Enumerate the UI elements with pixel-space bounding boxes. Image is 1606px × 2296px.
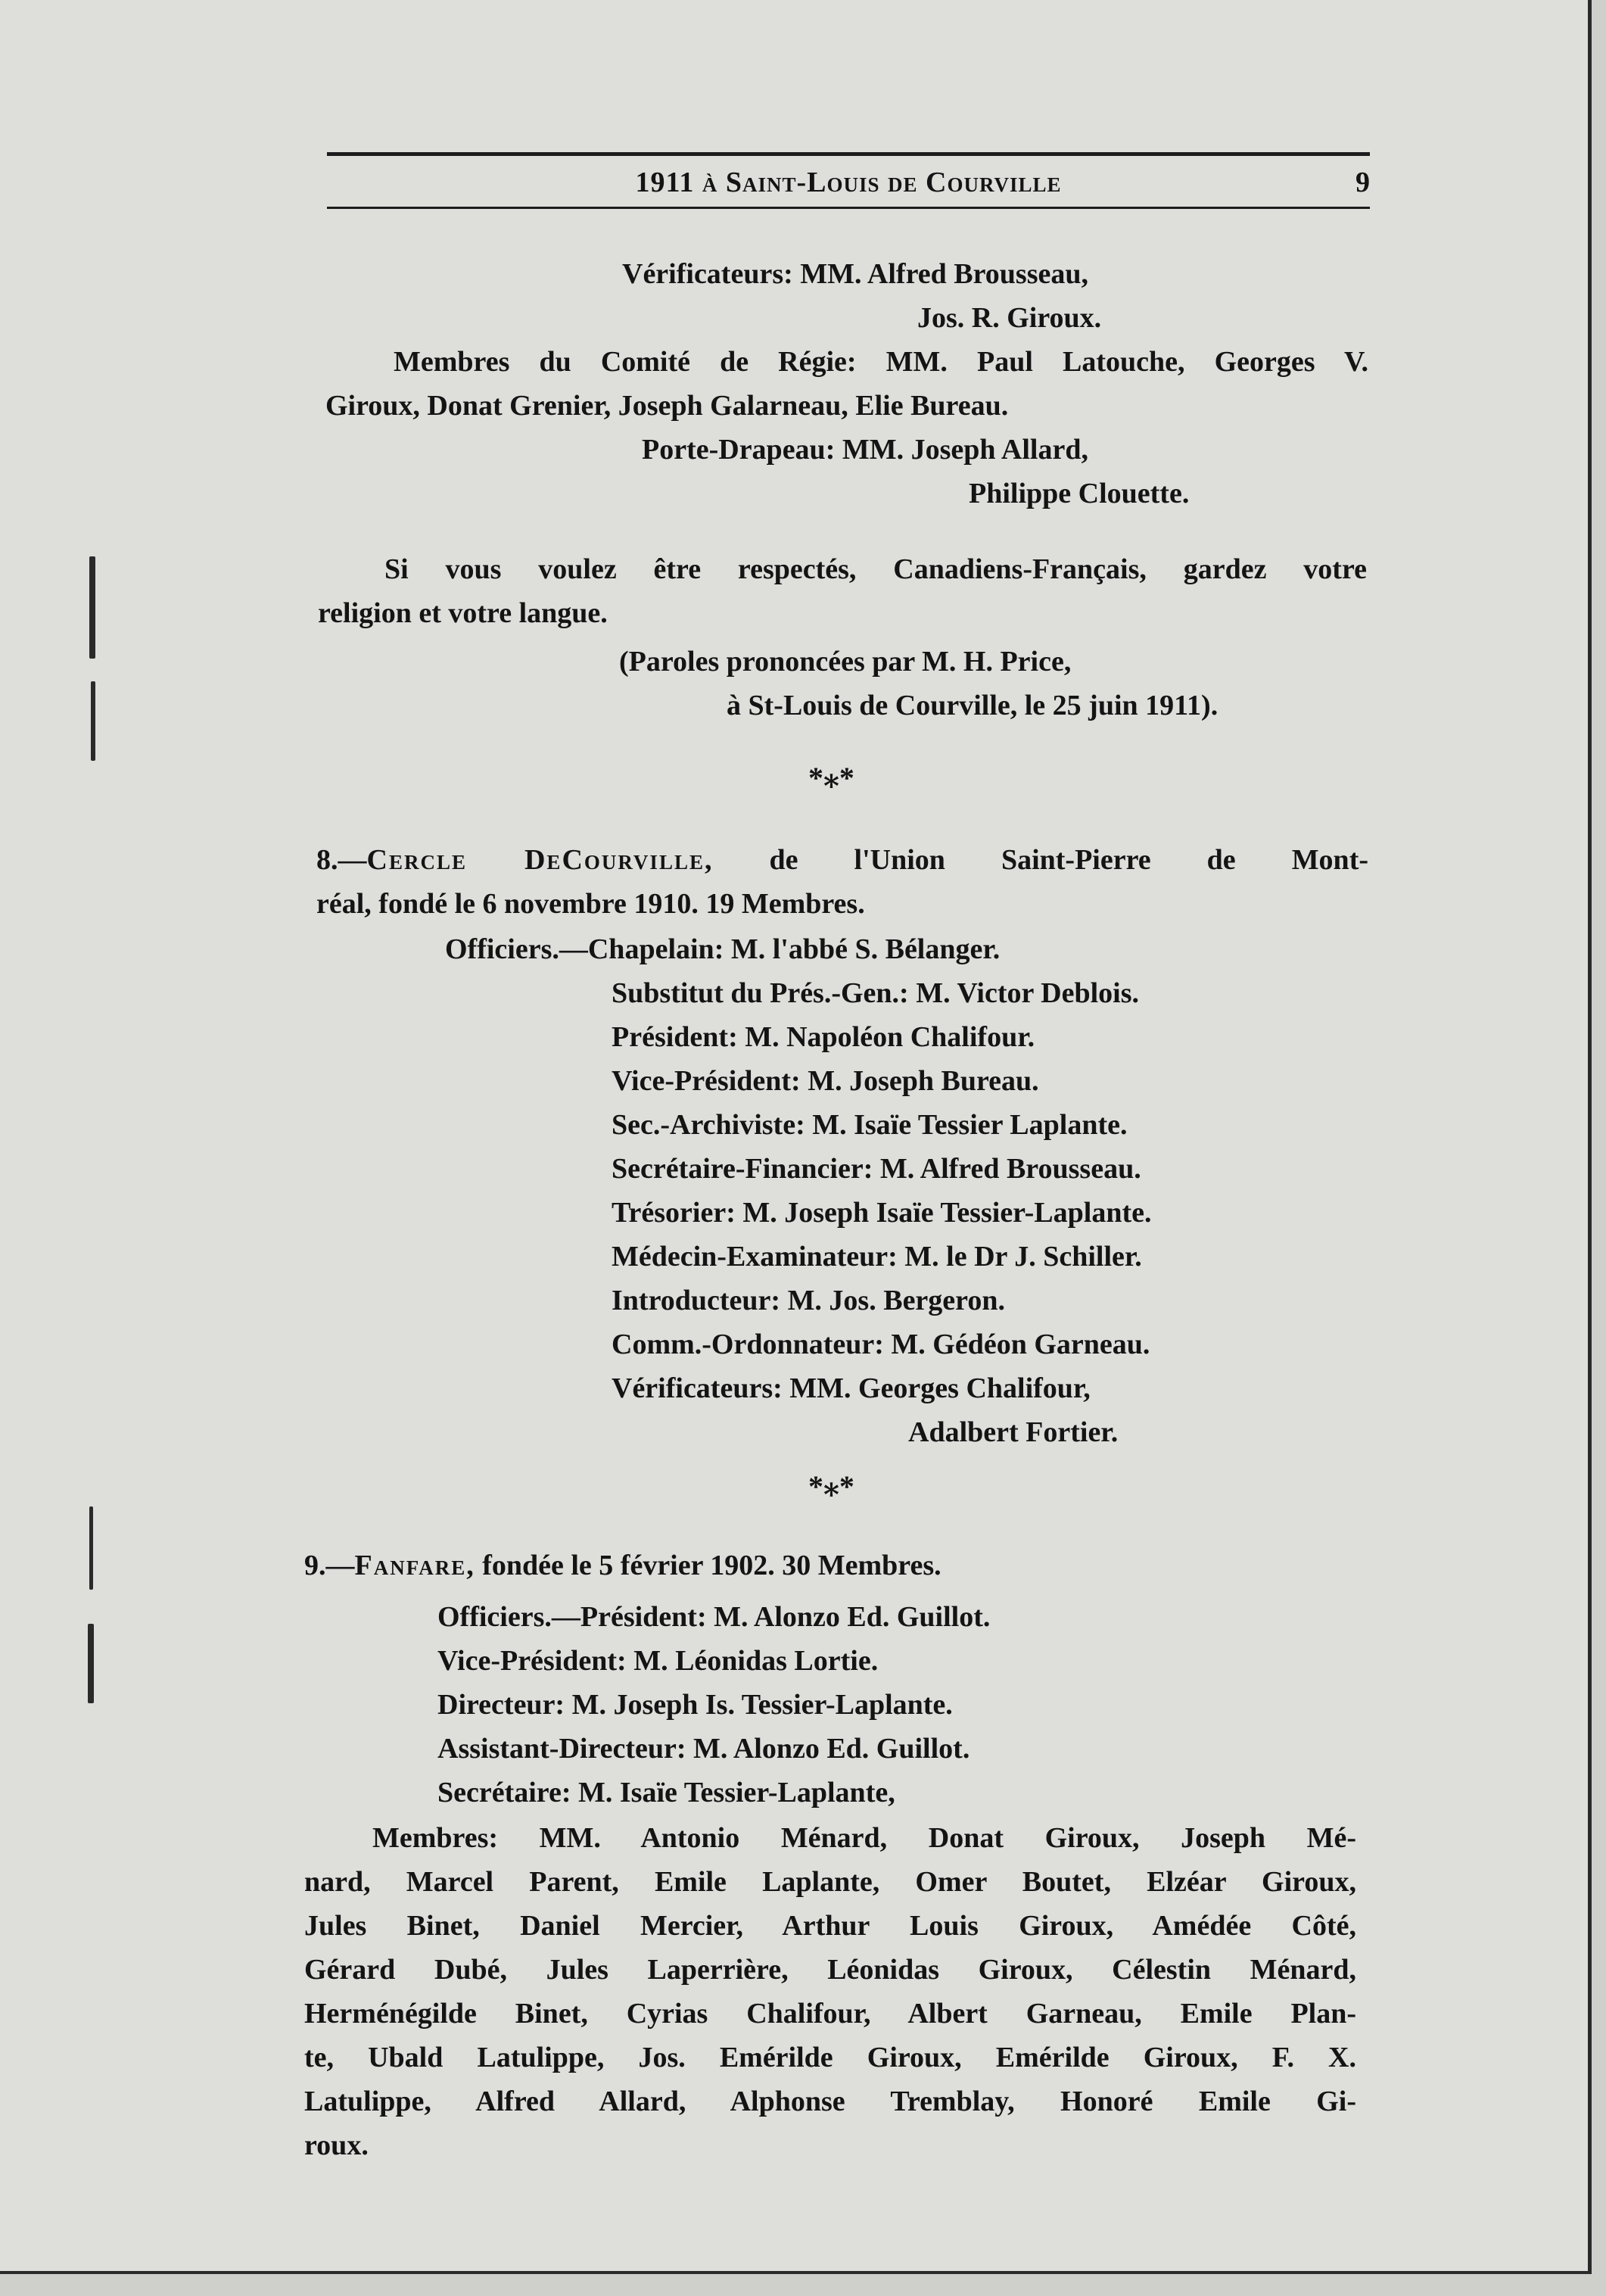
cercle-heading-rest: de l'Union Saint-Pierre de Mont- [713, 844, 1369, 876]
verificateurs-line-2: Jos. R. Giroux. [917, 302, 1102, 334]
cercle-heading [316, 840, 1368, 880]
fanfare-heading [304, 1546, 942, 1585]
cercle-officer-verificateurs: Vérificateurs: MM. Georges Chalifour, [612, 1372, 1091, 1404]
cercle-name: Cercle DeCourville, [366, 844, 714, 876]
cercle-officer-vice-president: Vice-Président: M. Joseph Bureau. [612, 1065, 1039, 1097]
fanfare-members-line: Gérard Dubé, Jules Laperrière, Léonidas Giroux, Célestin Ménard, [304, 1954, 1356, 1986]
cercle-officer-introducteur: Introducteur: M. Jos. Bergeron. [612, 1285, 1005, 1316]
fanfare-members-last-line: roux. [304, 2129, 369, 2161]
fanfare-number: 9.— [304, 1550, 355, 1581]
cercle-officer-chapelain: Officiers.—Chapelain: M. l'abbé S. Bélanger. [445, 933, 1001, 965]
cercle-officer-president: Président: M. Napoléon Chalifour. [612, 1021, 1035, 1053]
fanfare-members-line: Latulippe, Alfred Allard, Alphonse Tremblay, Honoré Emile Gi- [304, 2086, 1356, 2117]
fanfare-officer-president: Officiers.—Président: M. Alonzo Ed. Guillot. [437, 1601, 991, 1633]
fanfare-members-line: Herménégilde Binet, Cyrias Chalifour, Albert Garneau, Emile Plan- [304, 1998, 1356, 2030]
page-number: 9 [1355, 167, 1370, 198]
fanfare-members-line: nard, Marcel Parent, Emile Laplante, Omer Boutet, Elzéar Giroux, [304, 1866, 1356, 1898]
fanfare-officer-assistant: Assistant-Directeur: M. Alonzo Ed. Guillot. [437, 1733, 970, 1765]
fanfare-officer-secretaire: Secrétaire: M. Isaïe Tessier-Laplante, [437, 1777, 895, 1808]
fanfare-members-line: te, Ubald Latulippe, Jos. Emérilde Giroux, Emérilde Giroux, F. X. [304, 2042, 1356, 2073]
margin-mark [89, 556, 95, 659]
cercle-officer-tresorier: Trésorier: M. Joseph Isaïe Tessier-Laplante. [612, 1197, 1152, 1229]
quote-attribution-2: à St-Louis de Courville, le 25 juin 1911). [727, 690, 1219, 721]
asterism: *⁎* [808, 1469, 854, 1503]
quote-attribution-1: (Paroles prononcées par M. H. Price, [619, 646, 1072, 678]
fanfare-officer-directeur: Directeur: M. Joseph Is. Tessier-Laplante. [437, 1689, 953, 1721]
porte-drapeau-line: Porte-Drapeau: MM. Joseph Allard, [642, 434, 1088, 466]
fanfare-members-line: Membres: MM. Antonio Ménard, Donat Giroux, Joseph Mé- [372, 1822, 1356, 1854]
margin-mark [88, 1624, 94, 1703]
fanfare-officer-vice-president: Vice-Président: M. Léonidas Lortie. [437, 1645, 879, 1677]
header-rule-bottom [327, 207, 1370, 209]
cercle-officer-ordonnateur: Comm.-Ordonnateur: M. Gédéon Garneau. [612, 1329, 1150, 1360]
cercle-number: 8.— [316, 844, 367, 876]
fanfare-members-line: Jules Binet, Daniel Mercier, Arthur Louis Giroux, Amédée Côté, [304, 1910, 1356, 1942]
margin-mark [91, 681, 95, 761]
quote-line-1: Si vous voulez être respectés, Canadiens-Français, gardez votre [384, 553, 1367, 585]
porte-drapeau-line-2: Philippe Clouette. [969, 478, 1190, 509]
asterism: *⁎* [808, 761, 854, 795]
cercle-officer-archiviste: Sec.-Archiviste: M. Isaïe Tessier Laplante. [612, 1109, 1128, 1141]
cercle-founding-line: réal, fondé le 6 novembre 1910. 19 Membres. [316, 888, 865, 920]
running-title: 1911 à Saint-Louis de Courville [635, 167, 1062, 198]
margin-mark [89, 1506, 93, 1590]
comite-regie-line: Membres du Comité de Régie: MM. Paul Latouche, Georges V. [394, 346, 1368, 378]
comite-regie-line-2: Giroux, Donat Grenier, Joseph Galarneau, Elie Bureau. [325, 390, 1009, 422]
cercle-officer-verificateurs-2: Adalbert Fortier. [908, 1416, 1119, 1448]
fanfare-name: Fanfare, [354, 1550, 475, 1581]
verificateurs-line: Vérificateurs: MM. Alfred Brousseau, [622, 258, 1088, 290]
running-header [327, 148, 1370, 220]
cercle-officer-medecin: Médecin-Examinateur: M. le Dr J. Schiller. [612, 1241, 1142, 1273]
cercle-officer-substitut: Substitut du Prés.-Gen.: M. Victor Deblois. [612, 977, 1140, 1009]
fanfare-heading-rest: fondée le 5 février 1902. 30 Membres. [475, 1550, 942, 1581]
header-rule-top [327, 152, 1370, 156]
quote-line-2: religion et votre langue. [318, 597, 608, 629]
cercle-officer-financier: Secrétaire-Financier: M. Alfred Brousseau. [612, 1153, 1141, 1185]
